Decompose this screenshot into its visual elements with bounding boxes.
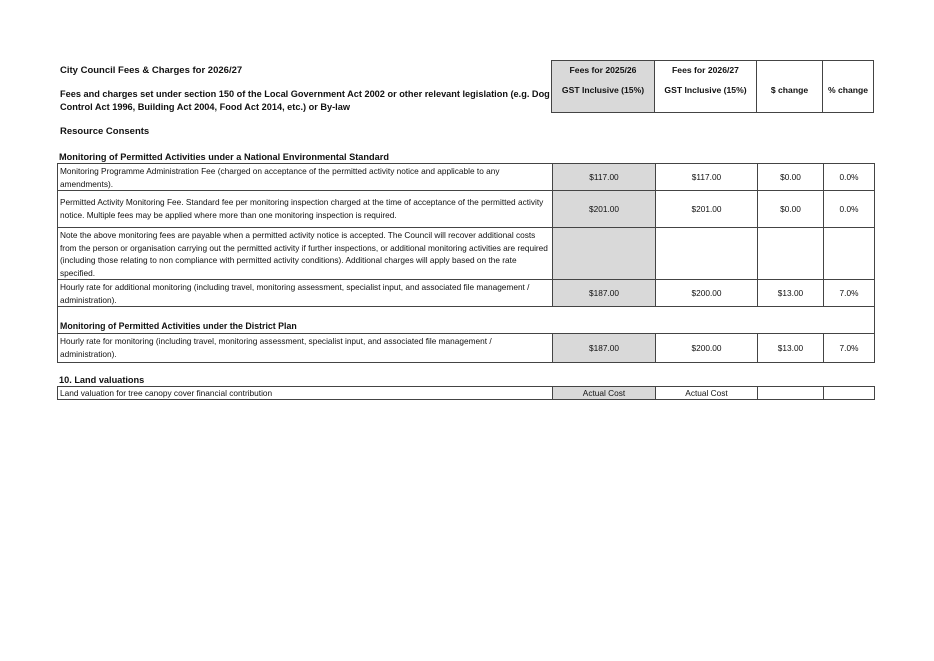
- column-header-table: [551, 60, 874, 113]
- dollar-change-label: $ change: [770, 85, 809, 95]
- fees-2025-header: [552, 61, 655, 113]
- nes-section-heading: Monitoring of Permitted Activities under a National Environmental Standard: [59, 152, 389, 162]
- fee-2025-cell: $187.00: [553, 334, 656, 363]
- row-description: Note the above monitoring fees are payable when a permitted activity notice is accepted. The Council will recover additional costs from the person or organisation carrying out the permitted activity if further inspections, or additional monitoring activities are required (including those relating to non compliance with permitted activity conditions). Additional charges will apply based on the rate specified.: [58, 228, 553, 280]
- fee-2025-cell: $117.00: [553, 164, 656, 191]
- table-row: [58, 387, 875, 400]
- percent-change-label: % change: [827, 85, 869, 95]
- fee-2026-cell: $200.00: [656, 280, 758, 307]
- fee-2026-cell: $117.00: [656, 164, 758, 191]
- table-row: [58, 280, 875, 307]
- dollar-change-cell: $0.00: [758, 164, 824, 191]
- district-section-heading: Monitoring of Permitted Activities under the District Plan: [58, 307, 875, 334]
- fee-2026-cell: [656, 228, 758, 280]
- dollar-change-header: [757, 61, 823, 113]
- table-row: [58, 164, 875, 191]
- fee-2025-cell: $187.00: [553, 280, 656, 307]
- dollar-change-cell: $0.00: [758, 191, 824, 228]
- percent-change-cell: [824, 228, 875, 280]
- percent-change-cell: 0.0%: [824, 191, 875, 228]
- table-row: [58, 228, 875, 280]
- percent-change-cell: 0.0%: [824, 164, 875, 191]
- fees-2025-gst: GST Inclusive (15%): [561, 85, 645, 95]
- fees-2026-header: [655, 61, 757, 113]
- row-description: Hourly rate for additional monitoring (including travel, monitoring assessment, specialist input, and associated file management / administration).: [58, 280, 553, 307]
- fees-2025-label: Fees for 2025/26: [569, 65, 637, 75]
- fee-2025-cell: [553, 228, 656, 280]
- document-subtitle: Fees and charges set under section 150 of the Local Government Act 2002 or other relevant legislation (e.g. Dog Control Act 1996, Building Act 2004, Food Act 2014, etc.) or By-law: [60, 89, 550, 112]
- subsection-row: [58, 307, 875, 334]
- table-row: [58, 191, 875, 228]
- land-section-heading: 10. Land valuations: [59, 375, 145, 385]
- dollar-change-cell: [758, 228, 824, 280]
- fee-2026-cell: Actual Cost: [656, 387, 758, 400]
- dollar-change-cell: $13.00: [758, 280, 824, 307]
- row-description: Land valuation for tree canopy cover financial contribution: [58, 387, 553, 400]
- fee-2025-cell: Actual Cost: [553, 387, 656, 400]
- percent-change-cell: [824, 387, 875, 400]
- document-title: City Council Fees & Charges for 2026/27: [60, 65, 243, 76]
- percent-change-header: [823, 61, 874, 113]
- fees-table: [57, 163, 875, 363]
- fee-2026-cell: $200.00: [656, 334, 758, 363]
- fees-2026-gst: GST Inclusive (15%): [664, 85, 747, 95]
- fees-2026-label: Fees for 2026/27: [672, 65, 739, 75]
- table-row: [58, 334, 875, 363]
- dollar-change-cell: [758, 387, 824, 400]
- row-description: Monitoring Programme Administration Fee (charged on acceptance of the permitted activity notice and applicable to any amendments).: [58, 164, 553, 191]
- row-description: Permitted Activity Monitoring Fee. Standard fee per monitoring inspection charged at the time of acceptance of the permitted activity notice. Multiple fees may be applied where more than one monitoring inspection is required.: [58, 191, 553, 228]
- percent-change-cell: 7.0%: [824, 280, 875, 307]
- land-valuation-table: [57, 386, 875, 400]
- fee-2025-cell: $201.00: [553, 191, 656, 228]
- row-description: Hourly rate for monitoring (including travel, monitoring assessment, specialist input, and associated file management / administration).: [58, 334, 553, 363]
- section-heading: Resource Consents: [60, 126, 150, 137]
- fee-2026-cell: $201.00: [656, 191, 758, 228]
- percent-change-cell: 7.0%: [824, 334, 875, 363]
- dollar-change-cell: $13.00: [758, 334, 824, 363]
